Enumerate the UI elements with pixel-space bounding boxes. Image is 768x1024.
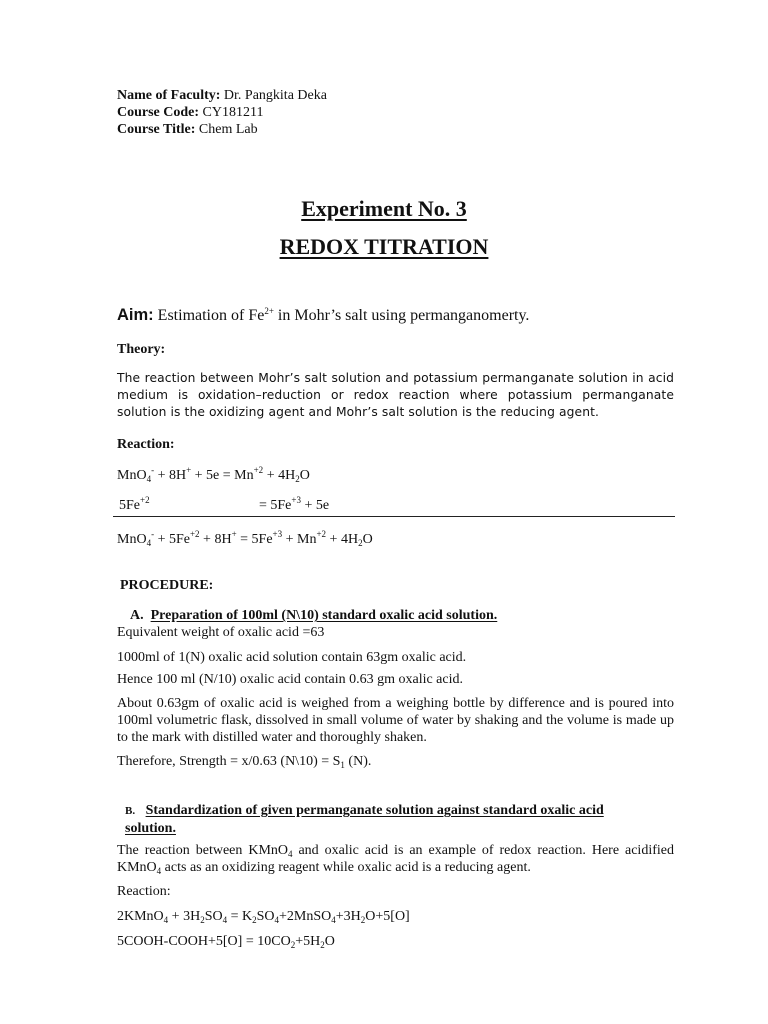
eq-sub: 2 (200, 915, 205, 925)
course-title-line (117, 121, 258, 138)
eq-sub: 4 (331, 915, 336, 925)
theory-heading-text: Theory: (117, 342, 166, 357)
decinormal-line: Hence 100 ml (N/10) oxalic acid contain 0.63 gm oxalic acid. (117, 672, 464, 687)
eq-text: O (362, 532, 373, 547)
procedure-heading-text: PROCEDURE: (120, 578, 214, 593)
eq-text: + 3H (168, 909, 201, 924)
eq-text: The reaction between KMnO (117, 843, 289, 858)
eq-sup: +3 (272, 529, 283, 539)
course-title-label: Course Title: (117, 122, 196, 137)
procedure-b-title-line-2 (125, 820, 176, 837)
equation-sum-rule (113, 516, 675, 517)
eq-text: and oxalic acid is an example of redox reaction. Here acidified KMnO (117, 843, 674, 875)
eq-text: O (299, 468, 310, 483)
eq-text: + 5e (300, 498, 330, 513)
procedure-b-title-line-1 (125, 802, 604, 820)
eq-sup: +3 (291, 495, 301, 505)
eq-text: + 4H (263, 468, 296, 483)
kmno4-paragraph (117, 842, 674, 876)
eq-text: acts as an oxidizing reagent while oxalic acid is a reducing agent. (161, 860, 531, 875)
eq-sup: - (151, 529, 155, 539)
faculty-line (117, 87, 327, 104)
eq-text: 5COOH-COOH+5[O] = 10CO (117, 934, 291, 949)
eq-sub: 2 (320, 940, 325, 950)
theory-heading (117, 341, 165, 358)
eq-text: MnO (117, 532, 147, 547)
eq-sub: 2 (358, 538, 363, 548)
eq-sup: +2 (253, 465, 264, 475)
aim-text-a: Estimation of Fe (157, 307, 265, 324)
eq-text: + 8H (154, 468, 187, 483)
equivalent-weight-line: Equivalent weight of oxalic acid =63 (117, 625, 325, 640)
eq-sub: 4 (274, 915, 280, 925)
course-code-line (117, 104, 263, 121)
aim-superscript: 2+ (264, 306, 274, 316)
oxalic-equation (117, 933, 335, 950)
eq-text: SO (204, 909, 223, 924)
kmno4-equation (117, 908, 410, 925)
eq-sub: 4 (156, 866, 162, 876)
aim-text-b: in Mohr’s salt using permanganomerty. (277, 307, 530, 324)
eq-sup: - (151, 465, 155, 475)
eq-text: + Mn (282, 532, 317, 547)
eq-sub: 4 (288, 849, 293, 859)
theory-paragraph: The reaction between Mohr’s salt solution and potassium permanganate solution in acid medium is oxidation–reduction or redox reaction where potassium permanganate solution is the oxidizing agent and Mohr’s salt solution is the reducing agent. (117, 371, 674, 419)
eq-sup: + (231, 529, 237, 539)
faculty-value: Dr. Pangkita Deka (223, 88, 327, 103)
procedure-a-letter: A. (130, 608, 144, 623)
procedure-a-title-text: Preparation of 100ml (N\10) standard oxalic acid solution. (150, 608, 498, 623)
eq-text: + 8H (199, 532, 232, 547)
course-code-value: CY181211 (202, 105, 264, 120)
eq-text: +5H (295, 934, 321, 949)
eq-sup: +2 (316, 529, 327, 539)
procedure-b-title-text-1: Standardization of given permanganate solution against standard oxalic acid (145, 803, 604, 818)
eq-sub: 4 (163, 915, 169, 925)
eq-text: 2KMnO (117, 909, 164, 924)
eq-text: +2MnSO (279, 909, 332, 924)
strength-line (117, 753, 371, 770)
eq-text: = 5Fe (259, 498, 292, 513)
aim-line (117, 305, 529, 326)
course-code-label: Course Code: (117, 105, 200, 120)
reaction-equation-2-right (259, 497, 329, 514)
procedure-b-reaction-label: Reaction: (117, 884, 171, 899)
eq-text: +3H (335, 909, 361, 924)
eq-text: + 5e = Mn (191, 468, 254, 483)
eq-sup: + (186, 465, 192, 475)
eq-text: O (324, 934, 335, 949)
eq-sub: 2 (290, 940, 296, 950)
eq-text: MnO (117, 468, 147, 483)
eq-sub: 2 (252, 915, 257, 925)
weighing-paragraph: About 0.63gm of oxalic acid is weighed from a weighing bottle by difference and is poured into 100ml volumetric flask, dissolved in small volume of water by shaking and the volume is made up to the mark with distilled water and thoroughly shaken. (117, 696, 674, 745)
eq-text: 5Fe (119, 498, 140, 513)
procedure-b-letter: B. (125, 805, 136, 817)
normal-solution-line: 1000ml of 1(N) oxalic acid solution contain 63gm oxalic acid. (117, 650, 467, 665)
procedure-a-title (130, 607, 497, 624)
eq-sub: 1 (340, 760, 345, 770)
eq-sup: +2 (189, 529, 200, 539)
reaction-heading-text: Reaction: (117, 437, 175, 452)
experiment-title: Experiment No. 3 (301, 196, 467, 221)
faculty-label: Name of Faculty: (117, 88, 221, 103)
eq-sub: 4 (146, 474, 152, 484)
eq-sup: +2 (140, 495, 150, 505)
eq-text: (N). (344, 754, 372, 769)
procedure-b-title-text-2: solution. (125, 821, 176, 836)
eq-text: O+5[O] (365, 909, 410, 924)
aim-label: Aim: (117, 306, 154, 324)
procedure-heading (120, 577, 213, 594)
reaction-heading (117, 436, 175, 453)
eq-text: Therefore, Strength = x/0.63 (N\10) = S (117, 754, 341, 769)
eq-sub: 4 (222, 915, 228, 925)
reaction-equation-2-left (119, 497, 150, 514)
experiment-name: REDOX TITRATION (279, 234, 489, 259)
eq-text: + 4H (326, 532, 359, 547)
course-title-value: Chem Lab (198, 122, 258, 137)
eq-sub: 4 (146, 538, 152, 548)
eq-text: + 5Fe (154, 532, 190, 547)
eq-sub: 2 (295, 474, 300, 484)
eq-sub: 2 (360, 915, 366, 925)
eq-text: = 5Fe (236, 532, 273, 547)
eq-text: = K (227, 909, 253, 924)
reaction-equation-3 (117, 531, 373, 548)
eq-text: SO (256, 909, 275, 924)
reaction-equation-1 (117, 467, 310, 484)
